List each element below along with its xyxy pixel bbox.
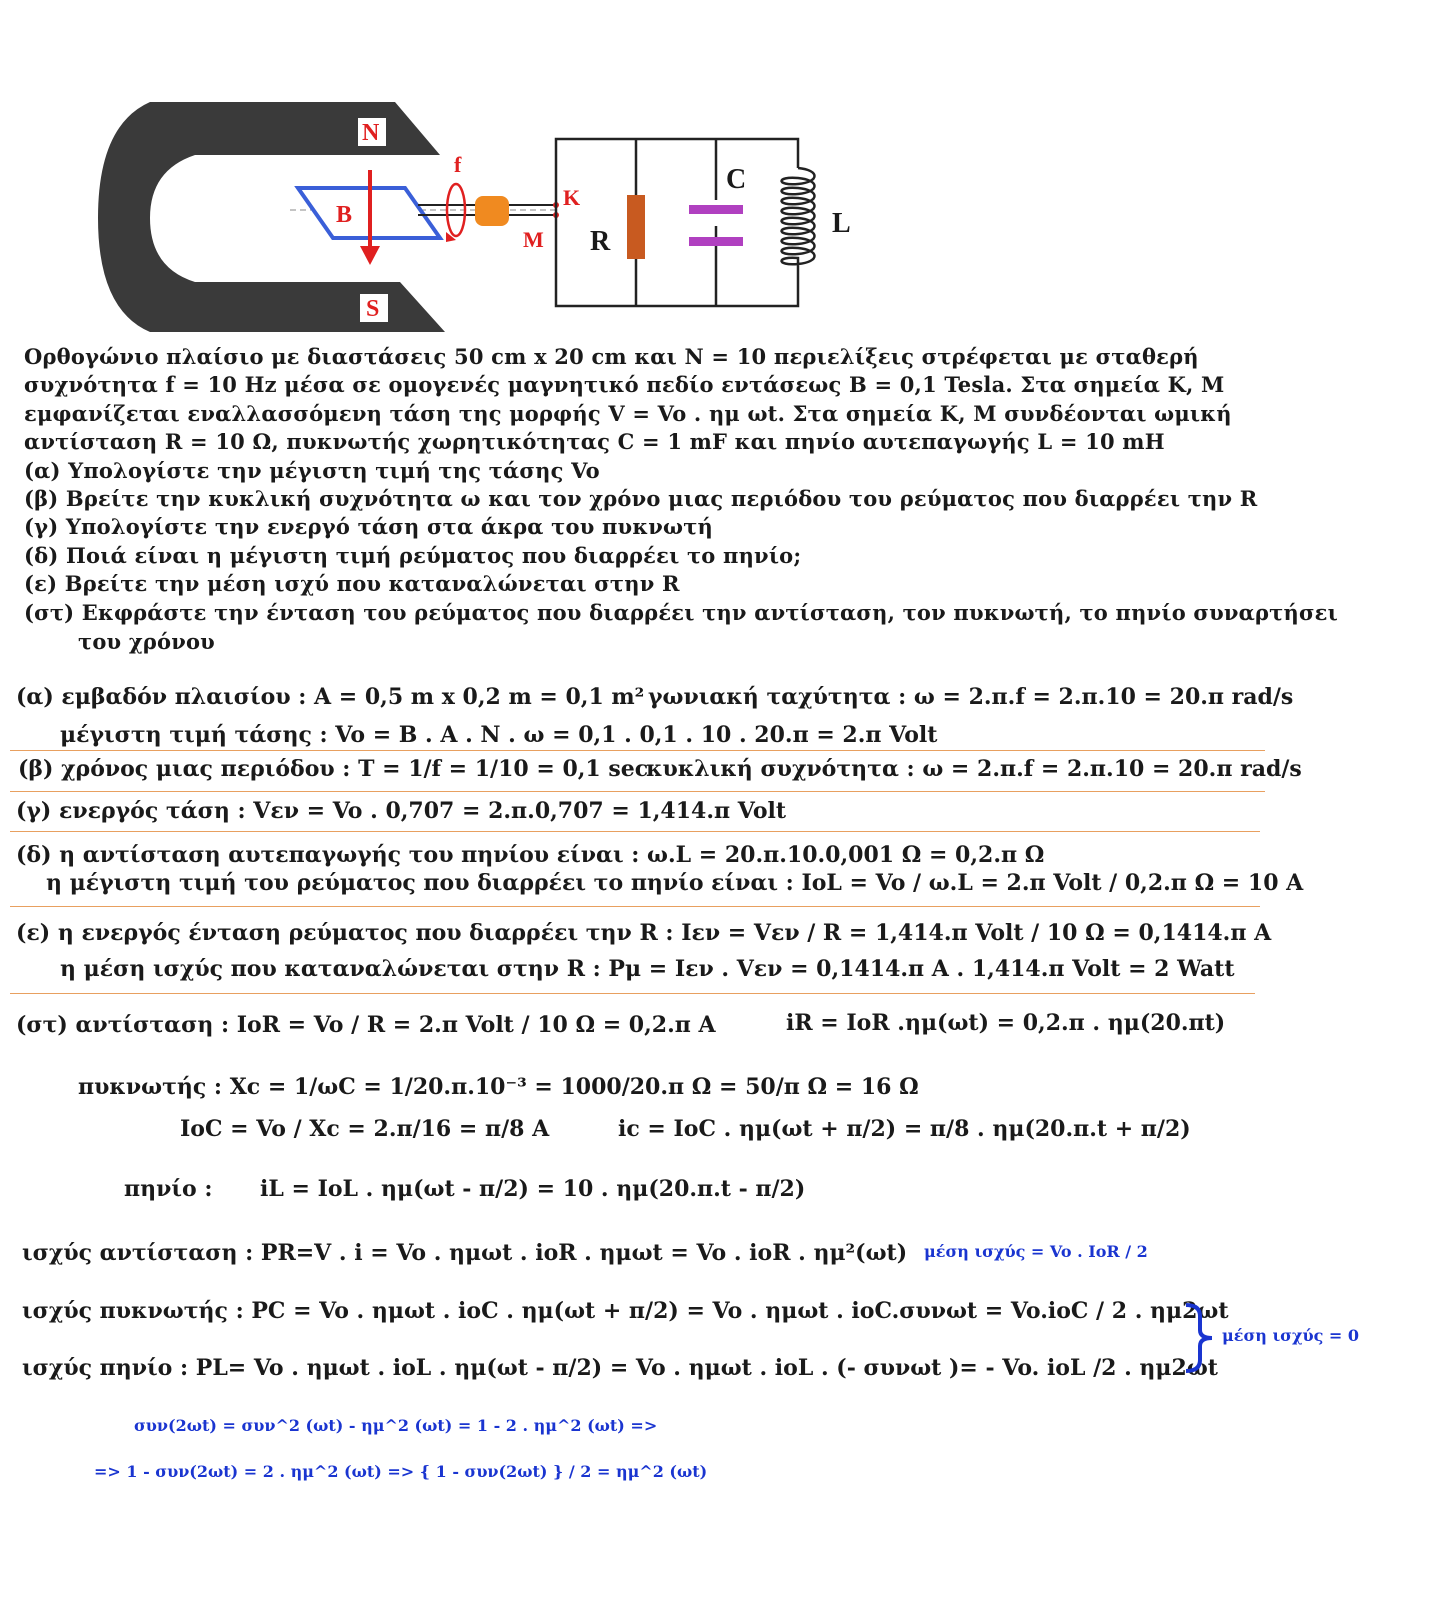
solution-st-ior: (στ) αντίσταση : IoR = Vo / R = 2.π Volt / 10 Ω = 0,2.π A (16, 1012, 716, 1038)
problem-line-3: εμφανίζεται εναλλασσόμενη τάση της μορφής V = Vo . ημ ωt. Στα σημεία K, M συνδέονται ωμική (24, 401, 1232, 426)
resistor-label: R (590, 226, 611, 257)
solution-e-power: η μέση ισχύς που καταναλώνεται στην R : Pμ = Iεν . Vεν = 0,1414.π A . 1,414.π Volt = 2 Watt (60, 956, 1235, 982)
solution-st-ioc: IoC = Vo / Xc = 2.π/16 = π/8 A (180, 1116, 550, 1142)
pole-n-label: N (362, 120, 380, 146)
capacitor-plate-top (689, 205, 743, 214)
field-arrow-icon (360, 246, 380, 265)
identity-line-1: συν(2ωt) = συν^2 (ωt) - ημ^2 (ωt) = 1 - 2 . ημ^2 (ωt) => (134, 1416, 658, 1435)
solution-st-xc: πυκνωτής : Xc = 1/ωC = 1/20.π.10⁻³ = 1000/20.π Ω = 50/π Ω = 16 Ω (78, 1074, 919, 1100)
resistor (627, 195, 645, 259)
solution-a-omega: γωνιακή ταχύτητα : ω = 2.π.f = 2.π.10 = 20.π rad/s (648, 684, 1294, 710)
curly-brace-icon (1180, 1302, 1220, 1374)
divider (10, 993, 1255, 994)
question-a: (α) Υπολογίστε την μέγιστη τιμή της τάσης Vo (24, 458, 600, 483)
identity-line-2: => 1 - συν(2ωt) = 2 . ημ^2 (ωt) => { 1 - συν(2ωt) } / 2 = ημ^2 (ωt) (94, 1462, 708, 1481)
problem-line-4: αντίσταση R = 10 Ω, πυκνωτής χωρητικότητας C = 1 mF και πηνίο αυτεπαγωγής L = 10 mH (24, 429, 1165, 454)
pole-s-label: S (366, 296, 380, 322)
solution-e-irms: (ε) η ενεργός ένταση ρεύματος που διαρρέει την R : Iεν = Vεν / R = 1,414.π Volt / 10 Ω = 0,1414.π A (16, 920, 1272, 946)
problem-line-2: συχνότητα f = 10 Hz μέσα σε ομογενές μαγνητικό πεδίο εντάσεως B = 0,1 Tesla. Στα σημεία K, M (24, 372, 1225, 397)
solution-a-area: (α) εμβαδόν πλαισίου : A = 0,5 m x 0,2 m = 0,1 m² (16, 684, 645, 710)
divider (10, 791, 1265, 792)
solution-a-vmax: μέγιστη τιμή τάσης : Vo = B . A . N . ω = 0,1 . 0,1 . 10 . 20.π = 2.π Volt (60, 722, 938, 748)
divider (10, 831, 1260, 832)
problem-line-1: Ορθογώνιο πλαίσιο με διαστάσεις 50 cm x 20 cm και N = 10 περιελίξεις στρέφεται με σταθερή (24, 344, 1199, 369)
question-d: (δ) Ποιά είναι η μέγιστη τιμή ρεύματος που διαρρέει το πηνίο; (24, 543, 802, 568)
solution-d-reactance: (δ) η αντίσταση αυτεπαγωγής του πηνίου είναι : ω.L = 20.π.10.0,001 Ω = 0,2.π Ω (16, 842, 1045, 868)
capacitor-plate-bottom (689, 237, 743, 246)
power-inductor: ισχύς πηνίο : PL= Vo . ημωt . ioL . ημ(ωt - π/2) = Vo . ημωt . ioL . (- συνωt )= - Vo. ioL /2 . ημ2ωt (22, 1355, 1218, 1381)
point-k-label: K (563, 185, 581, 210)
circuit-outline (556, 139, 798, 306)
question-b: (β) Βρείτε την κυκλική συχνότητα ω και τον χρόνο μιας περιόδου του ρεύματος που διαρρέει την R (24, 486, 1258, 511)
question-e: (ε) Βρείτε την μέση ισχύ που καταναλώνεται στην R (24, 571, 680, 596)
power-resistor-average: μέση ισχύς = Vo . IoR / 2 (924, 1242, 1148, 1261)
solution-st-coil-label: πηνίο : (124, 1176, 213, 1202)
solution-b-omega: κυκλική συχνότητα : ω = 2.π.f = 2.π.10 = 20.π rad/s (646, 756, 1302, 782)
power-average-zero: μέση ισχύς = 0 (1222, 1326, 1360, 1345)
solution-c-vrms: (γ) ενεργός τάση : Vεν = Vo . 0,707 = 2.π.0,707 = 1,414.π Volt (16, 798, 787, 824)
question-st-cont: του χρόνου (78, 629, 215, 654)
shaft-coupling (475, 196, 509, 226)
solution-st-ic: ic = IoC . ημ(ωt + π/2) = π/8 . ημ(20.π.t + π/2) (618, 1116, 1191, 1142)
solution-b-period: (β) χρόνος μιας περιόδου : T = 1/f = 1/10 = 0,1 sec (18, 756, 649, 782)
solution-st-il: iL = IoL . ημ(ωt - π/2) = 10 . ημ(20.π.t - π/2) (260, 1176, 806, 1202)
capacitor-label: C (726, 164, 747, 195)
solution-st-ir: iR = IoR .ημ(ωt) = 0,2.π . ημ(20.πt) (786, 1010, 1226, 1036)
solution-d-imax: η μέγιστη τιμή του ρεύματος που διαρρέει το πηνίο είναι : IoL = Vo / ω.L = 2.π Volt / 0,2.π Ω = 10 A (46, 870, 1304, 896)
power-capacitor: ισχύς πυκνωτής : PC = Vo . ημωt . ioC . ημ(ωt + π/2) = Vo . ημωt . ioC.συνωt = Vo.ioC / 2 . ημ2ωt (22, 1298, 1229, 1324)
point-m-label: M (523, 227, 544, 252)
generator-circuit-diagram (0, 0, 900, 340)
question-c: (γ) Υπολογίστε την ενεργό τάση στα άκρα του πυκνωτή (24, 514, 714, 539)
power-resistor: ισχύς αντίσταση : PR=V . i = Vo . ημωt . ioR . ημωt = Vo . ioR . ημ²(ωt) (22, 1240, 908, 1266)
inductor-label: L (832, 208, 851, 239)
field-b-label: B (336, 202, 353, 228)
question-st: (στ) Εκφράστε την ένταση του ρεύματος που διαρρέει την αντίσταση, τον πυκνωτή, το πηνίο συναρτήσει (24, 600, 1338, 625)
freq-f-label: f (454, 152, 462, 177)
divider (10, 750, 1265, 751)
divider (10, 906, 1260, 907)
